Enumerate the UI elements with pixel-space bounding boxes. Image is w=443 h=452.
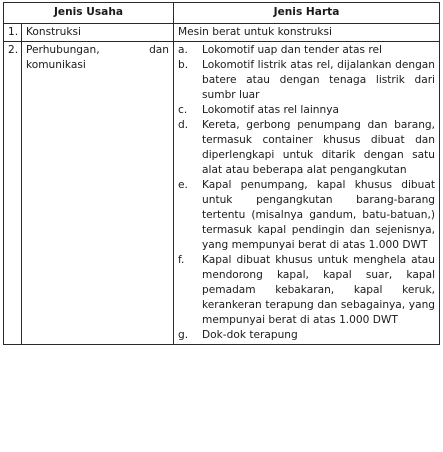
list-item	[178, 328, 435, 343]
harta-cell	[174, 24, 440, 42]
list-item	[178, 253, 435, 328]
list-item	[178, 103, 435, 118]
list-item-text: Kapal dibuat khusus untuk menghela atau mendorong kapal, kapal suar, kapal pemadam kebakaran, kapal keruk, kerankeran terapung dan sebagainya, yang mempunyai berat di atas 1.000 DWT	[202, 254, 436, 326]
list-item-letter: d.	[178, 119, 189, 131]
list-item-text: Kapal penumpang, kapal khusus dibuat untuk pengangkutan barang-barang tertentu (misalnya gandum, batu-batuan,) termasuk kapal pendingin dan sejenisnya, yang mempunyai berat di atas 1.000 DWT	[202, 179, 436, 251]
usaha-cell	[22, 42, 174, 345]
list-item-letter: b.	[178, 59, 189, 71]
harta-text: Mesin berat untuk konstruksi	[178, 26, 332, 38]
row-number: 1.	[4, 24, 22, 42]
list-item	[178, 58, 435, 103]
usaha-cell: Konstruksi	[22, 24, 174, 42]
list-item-letter: c.	[178, 104, 188, 116]
row-number: 2.	[4, 42, 22, 345]
table-row	[4, 42, 440, 345]
harta-list-cell	[174, 42, 440, 345]
list-item	[178, 118, 435, 178]
list-item-letter: g.	[178, 329, 189, 341]
list-item-text: Kereta, gerbong penumpang dan barang, termasuk container khusus dibuat dan diperlengkapi untuk ditarik dengan satu alat atau beberapa alat pengangkutan	[202, 119, 436, 176]
list-item-text: Lokomotif uap dan tender atas rel	[202, 44, 383, 56]
list-item-text: Lokomotif atas rel lainnya	[202, 104, 339, 116]
list-item-text: Dok-dok terapung	[202, 329, 298, 341]
header-jenis-harta: Jenis Harta	[174, 3, 440, 24]
list-item-letter: f.	[178, 254, 185, 266]
table-header-row	[4, 3, 440, 24]
list-item-letter: a.	[178, 44, 188, 56]
usaha-text: Perhubungan, dan komunikasi	[26, 44, 170, 71]
list-item	[178, 178, 435, 253]
table-row	[4, 24, 440, 42]
asset-type-table	[3, 2, 440, 345]
list-item	[178, 43, 435, 58]
list-item-text: Lokomotif listrik atas rel, dijalankan dengan batere atau dengan tenaga listrik dari sumbr luar	[202, 59, 436, 101]
list-item-letter: e.	[178, 179, 188, 191]
header-jenis-usaha: Jenis Usaha	[4, 3, 174, 24]
